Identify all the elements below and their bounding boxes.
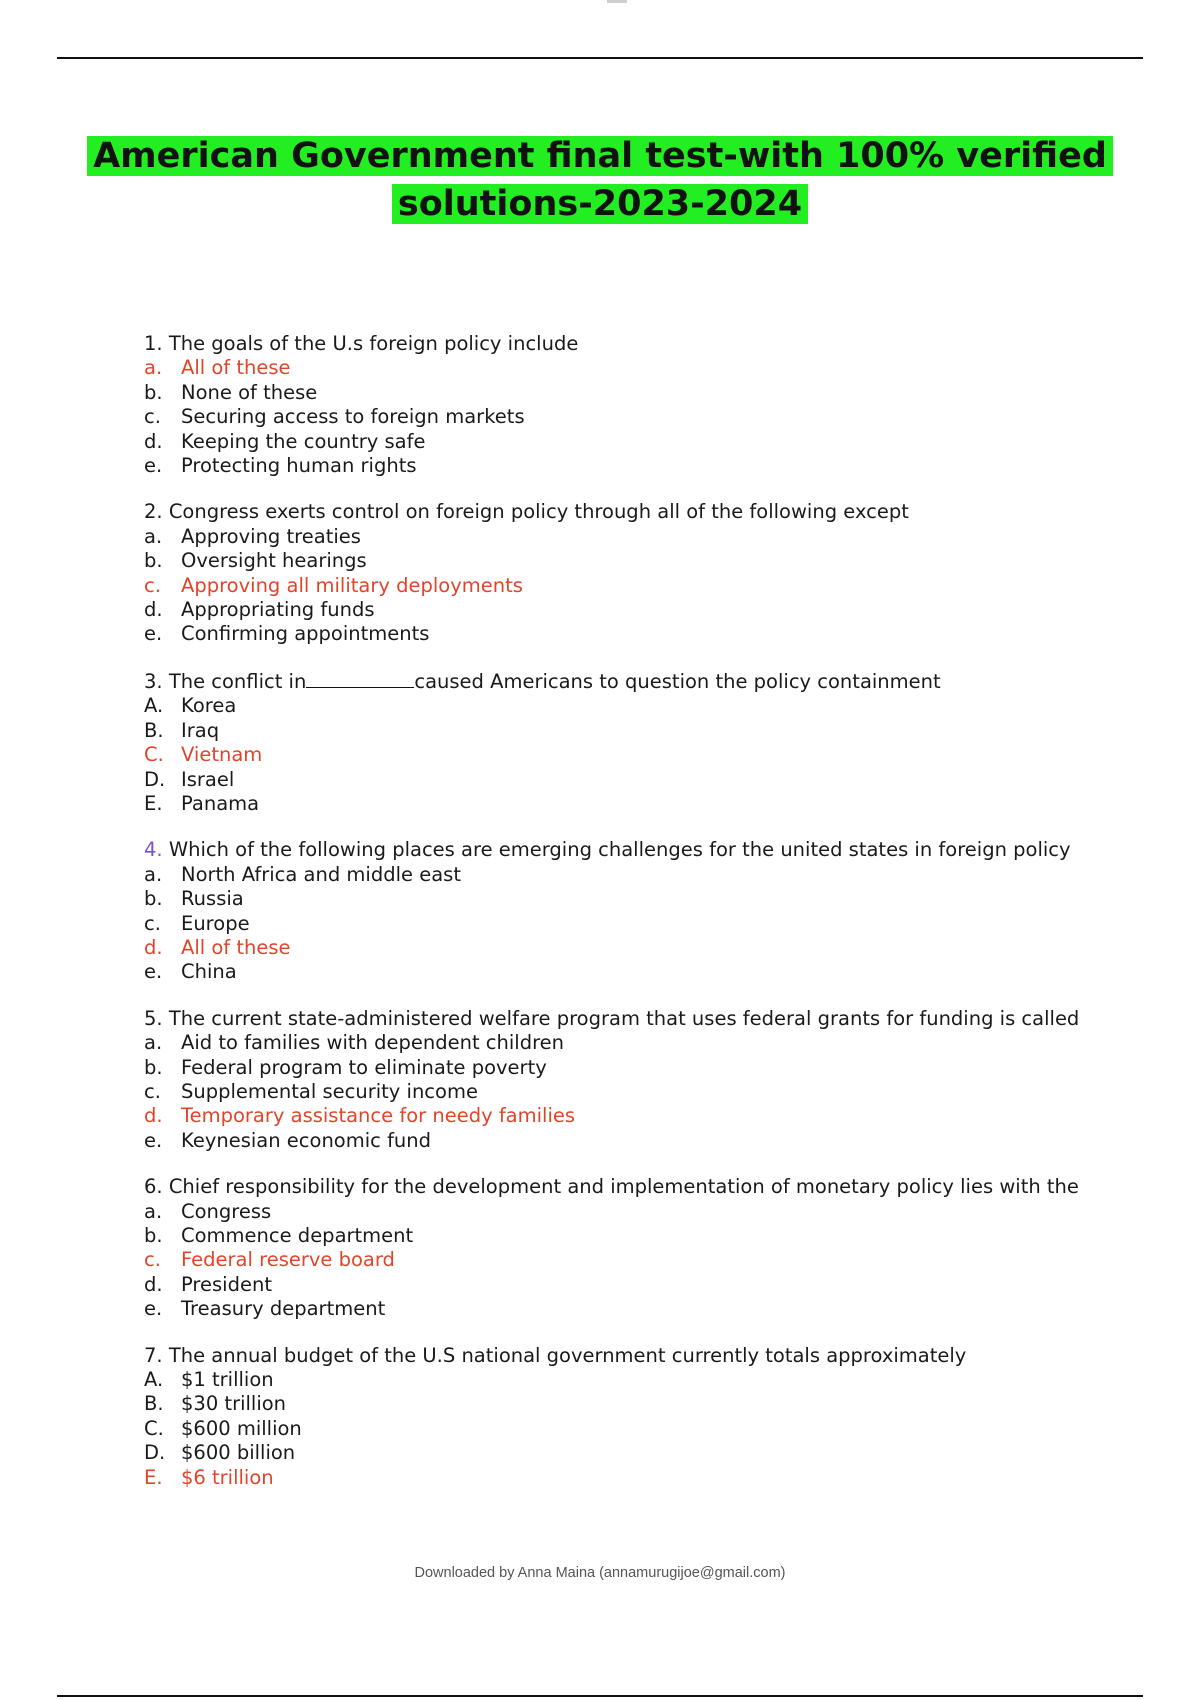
question-number: 1. bbox=[144, 332, 163, 355]
question-stem: The goals of the U.s foreign policy include bbox=[168, 332, 579, 355]
option bbox=[144, 1273, 1144, 1297]
question-text bbox=[144, 1175, 1144, 1199]
option-letter: c. bbox=[144, 1079, 161, 1103]
option-letter: a. bbox=[144, 356, 163, 380]
option-letter: d. bbox=[144, 598, 163, 622]
option bbox=[144, 1080, 1144, 1104]
option-letter: E. bbox=[144, 1465, 163, 1489]
option-answer bbox=[144, 1104, 1144, 1128]
download-footer: Downloaded by Anna Maina (annamurugijoe@gmail.com) bbox=[414, 1565, 786, 1581]
option bbox=[144, 1129, 1144, 1153]
option-text: Commence department bbox=[181, 1224, 414, 1247]
option-letter: a. bbox=[144, 1031, 163, 1055]
option bbox=[144, 598, 1144, 622]
question-text bbox=[144, 1007, 1144, 1031]
question-number: 3. bbox=[144, 669, 163, 693]
option-text: North Africa and middle east bbox=[181, 862, 461, 886]
option bbox=[144, 1056, 1144, 1080]
option-text: Israel bbox=[181, 767, 235, 791]
option-text: Europe bbox=[181, 911, 250, 935]
option-letter: a. bbox=[144, 524, 163, 548]
option-letter: d. bbox=[144, 1272, 163, 1296]
option-answer bbox=[144, 936, 1144, 960]
option-text: Vietnam bbox=[181, 743, 263, 767]
option bbox=[144, 430, 1144, 454]
option bbox=[144, 792, 1144, 816]
question-stem-end: caused Americans to question the policy containment bbox=[414, 669, 941, 693]
option-letter: c. bbox=[144, 911, 161, 935]
option-letter: A. bbox=[144, 1368, 164, 1392]
option-letter: b. bbox=[144, 1224, 163, 1247]
bottom-rule bbox=[57, 1695, 1143, 1697]
option-answer bbox=[144, 356, 1144, 380]
question-number: 7. bbox=[144, 1343, 163, 1367]
option bbox=[144, 1297, 1144, 1321]
option bbox=[144, 405, 1144, 429]
question-stem: Congress exerts control on foreign policy through all of the following except bbox=[168, 500, 909, 524]
option-text: Protecting human rights bbox=[181, 454, 417, 478]
option-letter: A. bbox=[144, 694, 164, 718]
question-stem: The current state-administered welfare program that uses federal grants for funding is called bbox=[168, 1006, 1080, 1030]
option-letter: d. bbox=[144, 935, 163, 959]
option bbox=[144, 1224, 1144, 1248]
question-5 bbox=[144, 1007, 1144, 1153]
option-text: Temporary assistance for needy families bbox=[181, 1104, 576, 1128]
option-letter: B. bbox=[144, 1392, 164, 1416]
option bbox=[144, 454, 1144, 478]
question-number: 6. bbox=[144, 1175, 163, 1199]
question-text bbox=[144, 500, 1144, 524]
option-text: Supplemental security income bbox=[181, 1079, 478, 1103]
option-answer bbox=[144, 743, 1144, 767]
option-text: Panama bbox=[181, 791, 260, 815]
option-letter: D. bbox=[144, 1441, 166, 1465]
option-text: President bbox=[181, 1272, 272, 1296]
option bbox=[144, 1417, 1144, 1441]
option-letter: c. bbox=[144, 1248, 161, 1272]
option bbox=[144, 1031, 1144, 1055]
option-text: Iraq bbox=[181, 718, 220, 742]
option-text: Keeping the country safe bbox=[181, 429, 426, 453]
option-text: Securing access to foreign markets bbox=[181, 405, 525, 429]
option-text: Federal program to eliminate poverty bbox=[181, 1055, 547, 1079]
option bbox=[144, 912, 1144, 936]
question-4 bbox=[144, 838, 1144, 984]
option-letter: e. bbox=[144, 454, 163, 478]
question-7 bbox=[144, 1344, 1144, 1490]
option-letter: C. bbox=[144, 743, 164, 767]
question-number: 2. bbox=[144, 500, 163, 524]
option bbox=[144, 549, 1144, 573]
option-text: Keynesian economic fund bbox=[181, 1128, 432, 1152]
document-title bbox=[60, 132, 1140, 228]
option-text: $30 trillion bbox=[181, 1392, 287, 1416]
question-list bbox=[144, 332, 1144, 1512]
option-text: $600 million bbox=[181, 1416, 302, 1440]
question-6 bbox=[144, 1175, 1144, 1321]
option bbox=[144, 719, 1144, 743]
option-letter: D. bbox=[144, 767, 166, 791]
option-letter: b. bbox=[144, 1055, 163, 1079]
option-text: Federal reserve board bbox=[181, 1248, 395, 1272]
title-line-2: solutions-2023-2024 bbox=[392, 184, 808, 224]
question-text bbox=[144, 1344, 1144, 1368]
option bbox=[144, 768, 1144, 792]
option-text: Aid to families with dependent children bbox=[181, 1031, 565, 1055]
option-letter: C. bbox=[144, 1416, 164, 1440]
option bbox=[144, 381, 1144, 405]
option-letter: e. bbox=[144, 1128, 163, 1152]
option-text: None of these bbox=[181, 380, 318, 404]
option-letter: a. bbox=[144, 1199, 163, 1223]
option-answer bbox=[144, 1248, 1144, 1272]
option-text: Approving treaties bbox=[181, 524, 361, 548]
option-letter: b. bbox=[144, 549, 163, 573]
question-number: 4. bbox=[144, 838, 163, 862]
question-stem-start: The conflict in bbox=[168, 669, 307, 693]
option-letter: b. bbox=[144, 380, 163, 404]
option-letter: d. bbox=[144, 1104, 163, 1128]
option bbox=[144, 694, 1144, 718]
option-letter: c. bbox=[144, 405, 161, 429]
option-letter: e. bbox=[144, 960, 163, 984]
option-text: $1 trillion bbox=[181, 1368, 274, 1392]
question-stem: Which of the following places are emerging challenges for the united states in foreign policy bbox=[168, 838, 1071, 862]
option-text: $600 billion bbox=[181, 1441, 296, 1465]
option bbox=[144, 1200, 1144, 1224]
question-text bbox=[144, 332, 1144, 356]
option bbox=[144, 622, 1144, 646]
option-text: Treasury department bbox=[181, 1297, 386, 1321]
question-text bbox=[144, 838, 1144, 862]
question-3 bbox=[144, 669, 1144, 816]
option-letter: d. bbox=[144, 429, 163, 453]
option-text: Russia bbox=[181, 887, 244, 911]
option-letter: B. bbox=[144, 718, 164, 742]
option bbox=[144, 887, 1144, 911]
option-text: $6 trillion bbox=[181, 1465, 274, 1489]
option bbox=[144, 863, 1144, 887]
option-letter: E. bbox=[144, 791, 163, 815]
option-answer bbox=[144, 574, 1144, 598]
option-letter: e. bbox=[144, 1297, 163, 1321]
option-text: Confirming appointments bbox=[181, 622, 430, 646]
option-letter: a. bbox=[144, 862, 163, 886]
option-answer bbox=[144, 1466, 1144, 1490]
option-text: Appropriating funds bbox=[181, 598, 375, 622]
option bbox=[144, 1368, 1144, 1392]
option-text: All of these bbox=[181, 356, 291, 380]
option-text: Korea bbox=[181, 694, 237, 718]
option-text: Oversight hearings bbox=[181, 549, 367, 573]
option-text: Approving all military deployments bbox=[181, 573, 523, 597]
option-text: China bbox=[181, 960, 237, 984]
top-rule bbox=[57, 57, 1143, 59]
question-2 bbox=[144, 500, 1144, 646]
option-text: All of these bbox=[181, 935, 291, 959]
question-text bbox=[144, 669, 1144, 694]
question-number: 5. bbox=[144, 1006, 163, 1030]
fill-in-blank bbox=[306, 669, 414, 688]
question-stem: Chief responsibility for the development and implementation of monetary policy lies with the bbox=[168, 1175, 1079, 1199]
question-stem: The annual budget of the U.S national government currently totals approximately bbox=[168, 1343, 967, 1367]
option bbox=[144, 525, 1144, 549]
option bbox=[144, 960, 1144, 984]
option-letter: c. bbox=[144, 573, 161, 597]
option bbox=[144, 1392, 1144, 1416]
question-1 bbox=[144, 332, 1144, 478]
option-letter: e. bbox=[144, 622, 163, 646]
title-line-1: American Government final test-with 100% verified bbox=[87, 136, 1113, 176]
option-text: Congress bbox=[181, 1199, 272, 1223]
option-letter: b. bbox=[144, 887, 163, 911]
option bbox=[144, 1441, 1144, 1465]
page-scroll-nub bbox=[607, 0, 627, 3]
